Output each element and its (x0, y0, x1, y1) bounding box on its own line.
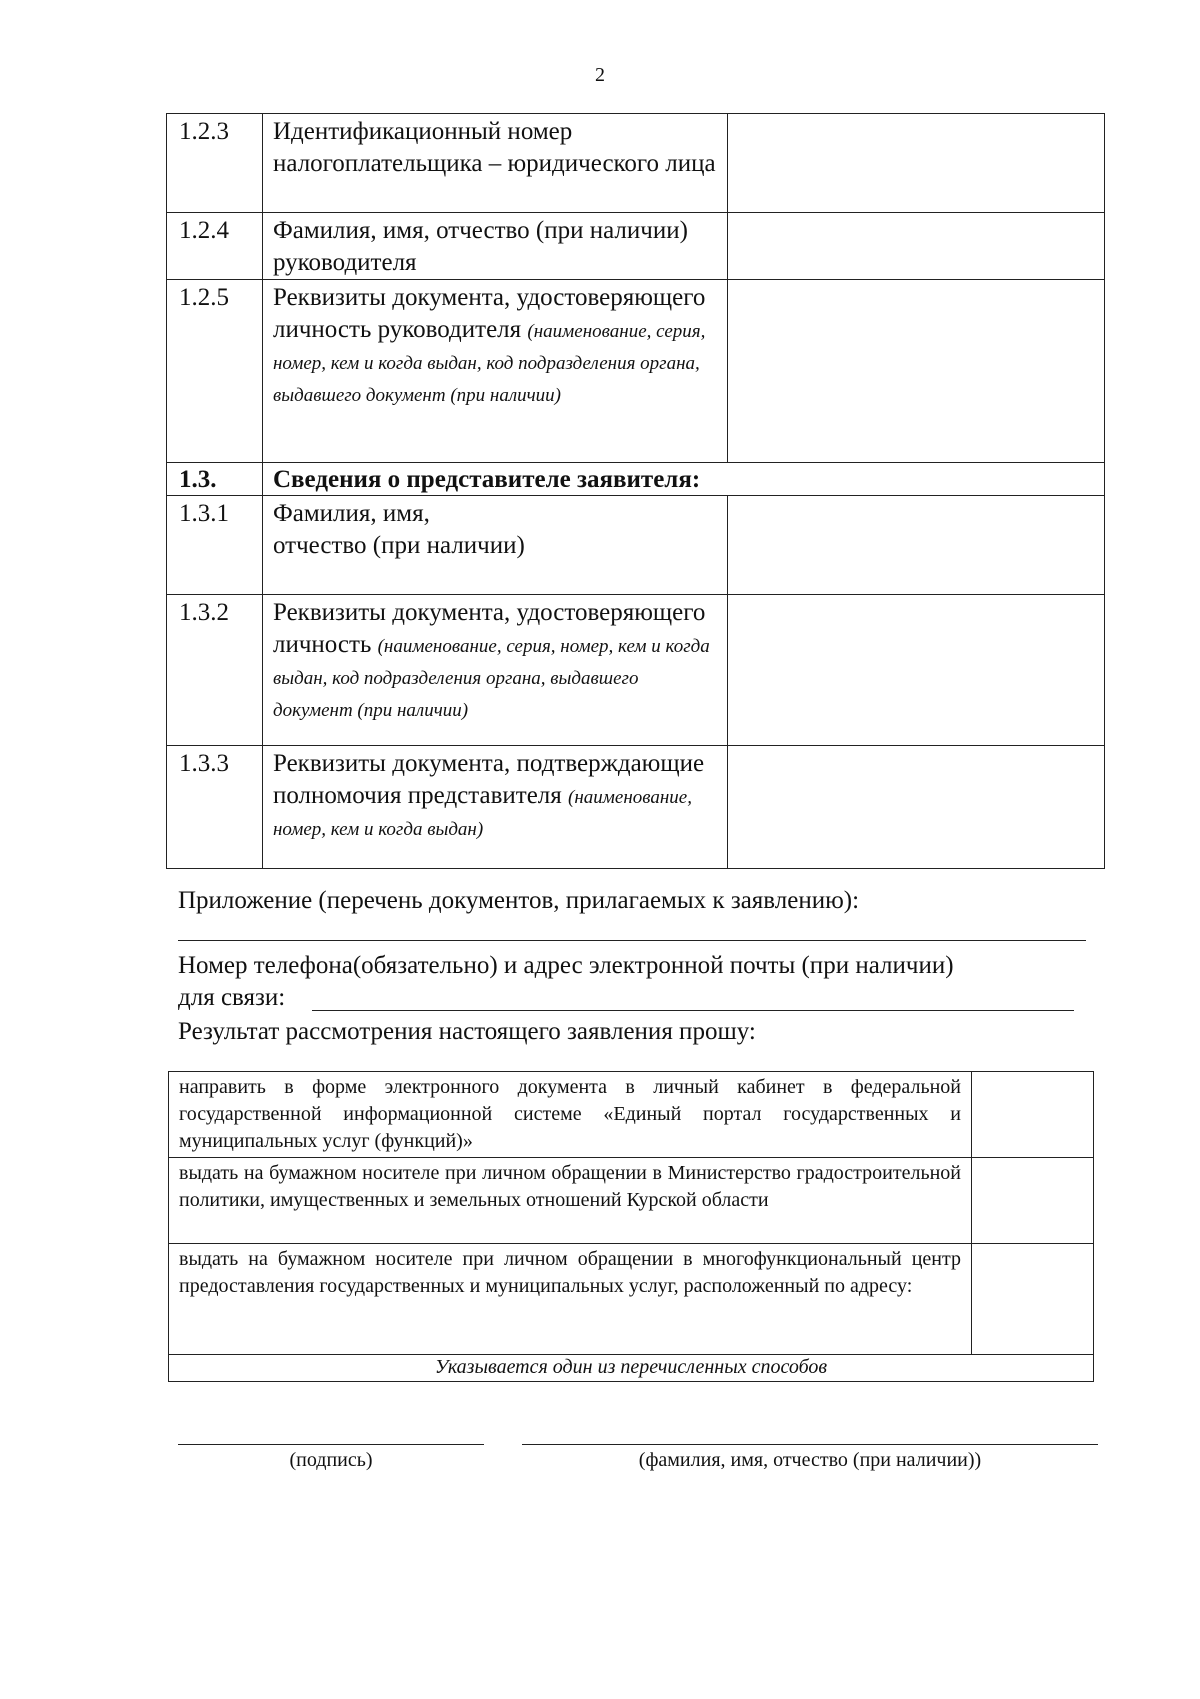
row-number: 1.3.1 (167, 496, 263, 595)
row-label-text: Реквизиты документа, удостоверяющего личность руководителя (273, 284, 706, 343)
inn-value-cell[interactable] (728, 114, 1105, 213)
row-number: 1.2.4 (167, 213, 263, 280)
method-row (169, 1244, 1094, 1355)
row-number: 1.2.3 (167, 114, 263, 213)
representative-document-value-cell[interactable] (728, 595, 1105, 746)
section-row (167, 463, 1105, 496)
row-number: 1.3.2 (167, 595, 263, 746)
method-checkbox-cell[interactable] (972, 1072, 1094, 1158)
signature-line[interactable] (178, 1444, 484, 1445)
section-title: Сведения о представителе заявителя: (263, 463, 1105, 496)
row-label-text-2: отчество (при наличии) (273, 532, 525, 559)
row-label (263, 746, 728, 869)
row-number: 1.2.5 (167, 280, 263, 463)
method-hint-row (169, 1355, 1094, 1382)
row-number: 1.3.3 (167, 746, 263, 869)
row-label-text: Идентификационный номер налогоплательщика – юридического лица (273, 118, 716, 177)
phone-label-line2: для связи: (178, 984, 286, 1011)
appendix-input-line[interactable] (178, 940, 1086, 941)
page-number: 2 (595, 64, 605, 86)
row-label-text: Фамилия, имя, отчество (при наличии) руководителя (273, 217, 688, 276)
method-row (169, 1072, 1094, 1158)
methods-hint: Указывается один из перечисленных способов (169, 1355, 1094, 1382)
row-note: (наименование, серия, номер, кем и когда выдан, код подразделения органа, выдавшего документ (при наличии) (273, 321, 706, 406)
row-label-text: Реквизиты документа, подтверждающие полномочия представителя (273, 750, 705, 809)
row-label-text: Реквизиты документа, удостоверяющего личность (273, 599, 706, 658)
manager-document-value-cell[interactable] (728, 280, 1105, 463)
row-label (263, 496, 728, 595)
table-row (167, 496, 1105, 595)
signature-label: (подпись) (289, 1449, 373, 1471)
fio-label: (фамилия, имя, отчество (при наличии)) (638, 1449, 982, 1471)
phone-input-line[interactable] (312, 1010, 1074, 1011)
table-row (167, 213, 1105, 280)
result-label: Результат рассмотрения настоящего заявления прошу: (178, 1018, 756, 1045)
row-note: (наименование, серия, номер, кем и когда выдан, код подразделения органа, выдавшего документ (при наличии) (273, 636, 710, 721)
applicant-info-table (166, 113, 1105, 869)
table-row (167, 595, 1105, 746)
row-label (263, 280, 728, 463)
representative-name-value-cell[interactable] (728, 496, 1105, 595)
method-checkbox-cell[interactable] (972, 1158, 1094, 1244)
fio-line[interactable] (522, 1444, 1098, 1445)
phone-label-line1: Номер телефона(обязательно) и адрес электронной почты (при наличии) (178, 952, 954, 979)
method-text: выдать на бумажном носителе при личном обращении в многофункциональный центр предоставления государственных и муниципальных услуг, расположенный по адресу: (169, 1244, 972, 1355)
row-note: (наименование, номер, кем и когда выдан) (273, 787, 692, 840)
method-text: выдать на бумажном носителе при личном обращении в Министерство градостроительной политики, имущественных и земельных отношений Курской области (169, 1158, 972, 1244)
manager-name-value-cell[interactable] (728, 213, 1105, 280)
table-row (167, 114, 1105, 213)
section-number: 1.3. (167, 463, 263, 496)
method-text: направить в форме электронного документа в личный кабинет в федеральной государственной информационной системе «Единый портал государственных и муниципальных услуг (функций)» (169, 1072, 972, 1158)
authority-document-value-cell[interactable] (728, 746, 1105, 869)
appendix-label: Приложение (перечень документов, прилагаемых к заявлению): (178, 887, 860, 914)
row-label (263, 114, 728, 213)
table-row (167, 746, 1105, 869)
row-label (263, 213, 728, 280)
row-label-text: Фамилия, имя, (273, 500, 430, 527)
row-label (263, 595, 728, 746)
delivery-methods-table (168, 1071, 1094, 1382)
method-checkbox-cell[interactable] (972, 1244, 1094, 1355)
table-row (167, 280, 1105, 463)
method-row (169, 1158, 1094, 1244)
